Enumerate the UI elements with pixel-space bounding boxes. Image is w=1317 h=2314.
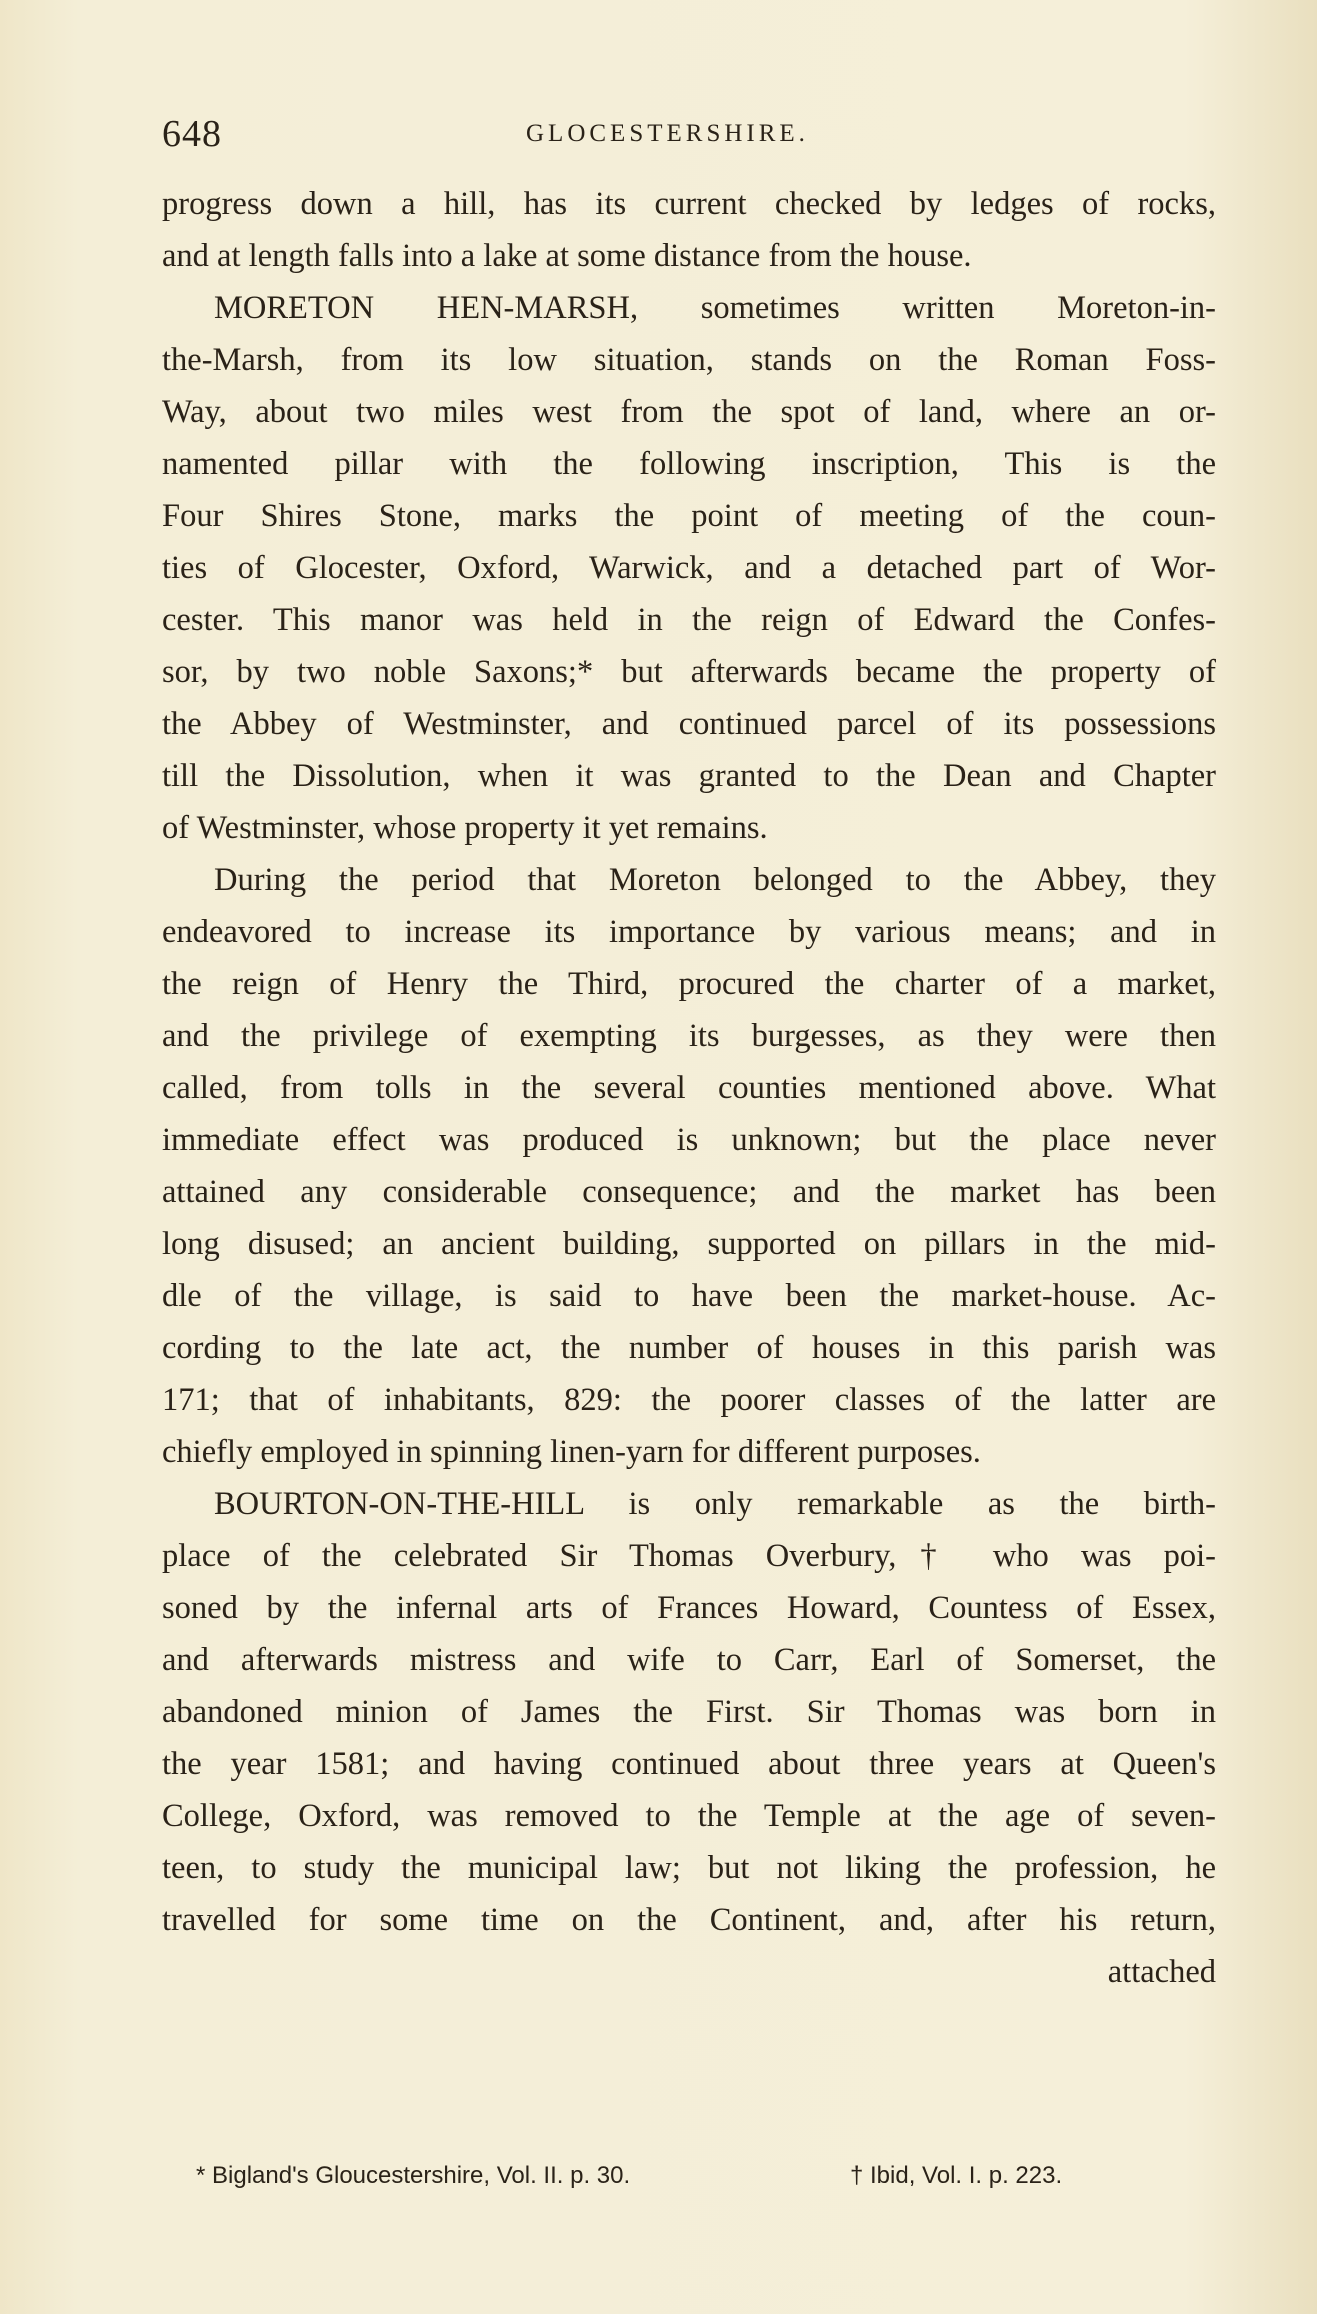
text-line: travelled for some time on the Continent, and, after his return, [162,1902,1216,1938]
text-line: progress down a hill, has its current checked by ledges of rocks, [162,186,1216,222]
text-line: College, Oxford, was removed to the Temple at the age of seven- [162,1798,1216,1834]
text-line: Four Shires Stone, marks the point of meeting of the coun- [162,498,1216,534]
text-line: the reign of Henry the Third, procured the charter of a market, [162,966,1216,1002]
text-line: MORETON HEN-MARSH, sometimes written Moreton-in- [214,290,1216,326]
text-line: ties of Glocester, Oxford, Warwick, and a detached part of Wor- [162,550,1216,586]
text-line: till the Dissolution, when it was granted to the Dean and Chapter [162,758,1216,794]
catchword: attached [1107,1954,1216,1990]
text-line: the Abbey of Westminster, and continued parcel of its possessions [162,706,1216,742]
text-line: cording to the late act, the number of houses in this parish was [162,1330,1216,1366]
text-line: endeavored to increase its importance by various means; and in [162,914,1216,950]
text-line: abandoned minion of James the First. Sir Thomas was born in [162,1694,1216,1730]
text-line: BOURTON-ON-THE-HILL is only remarkable as the birth- [214,1486,1216,1522]
text-line: cester. This manor was held in the reign of Edward the Confes- [162,602,1216,638]
page-header [162,112,1172,160]
running-head: GLOCESTERSHIRE. [526,120,809,147]
text-line: dle of the village, is said to have been the market-house. Ac- [162,1278,1216,1314]
text-line: of Westminster, whose property it yet remains. [162,810,768,846]
text-line: attained any considerable consequence; and the market has been [162,1174,1216,1210]
text-line: long disused; an ancient building, supported on pillars in the mid- [162,1226,1216,1262]
footnote: * Bigland's Gloucestershire, Vol. II. p. 30. [196,2162,631,2189]
text-line: soned by the infernal arts of Frances Howard, Countess of Essex, [162,1590,1216,1626]
text-line: teen, to study the municipal law; but not liking the profession, he [162,1850,1216,1886]
text-line: called, from tolls in the several counties mentioned above. What [162,1070,1216,1106]
footnotes [196,2156,1196,2196]
text-line: During the period that Moreton belonged to the Abbey, they [214,862,1216,898]
text-line: namented pillar with the following inscription, This is the [162,446,1216,482]
footnote: † Ibid, Vol. I. p. 223. [850,2162,1063,2189]
text-line: and afterwards mistress and wife to Carr, Earl of Somerset, the [162,1642,1216,1678]
text-line: the-Marsh, from its low situation, stands on the Roman Foss- [162,342,1216,378]
text-line: and the privilege of exempting its burgesses, as they were then [162,1018,1216,1054]
text-line: and at length falls into a lake at some distance from the house. [162,238,972,274]
text-line: place of the celebrated Sir Thomas Overbury,† who was poi- [162,1538,1216,1574]
text-line: sor, by two noble Saxons;* but afterwards became the property of [162,654,1216,690]
text-line: 171; that of inhabitants, 829: the poorer classes of the latter are [162,1382,1216,1418]
text-line: chiefly employed in spinning linen-yarn for different purposes. [162,1434,981,1470]
text-line: the year 1581; and having continued about three years at Queen's [162,1746,1216,1782]
text-line: immediate effect was produced is unknown; but the place never [162,1122,1216,1158]
text-line: Way, about two miles west from the spot of land, where an or- [162,394,1216,430]
page-number: 648 [162,113,222,155]
